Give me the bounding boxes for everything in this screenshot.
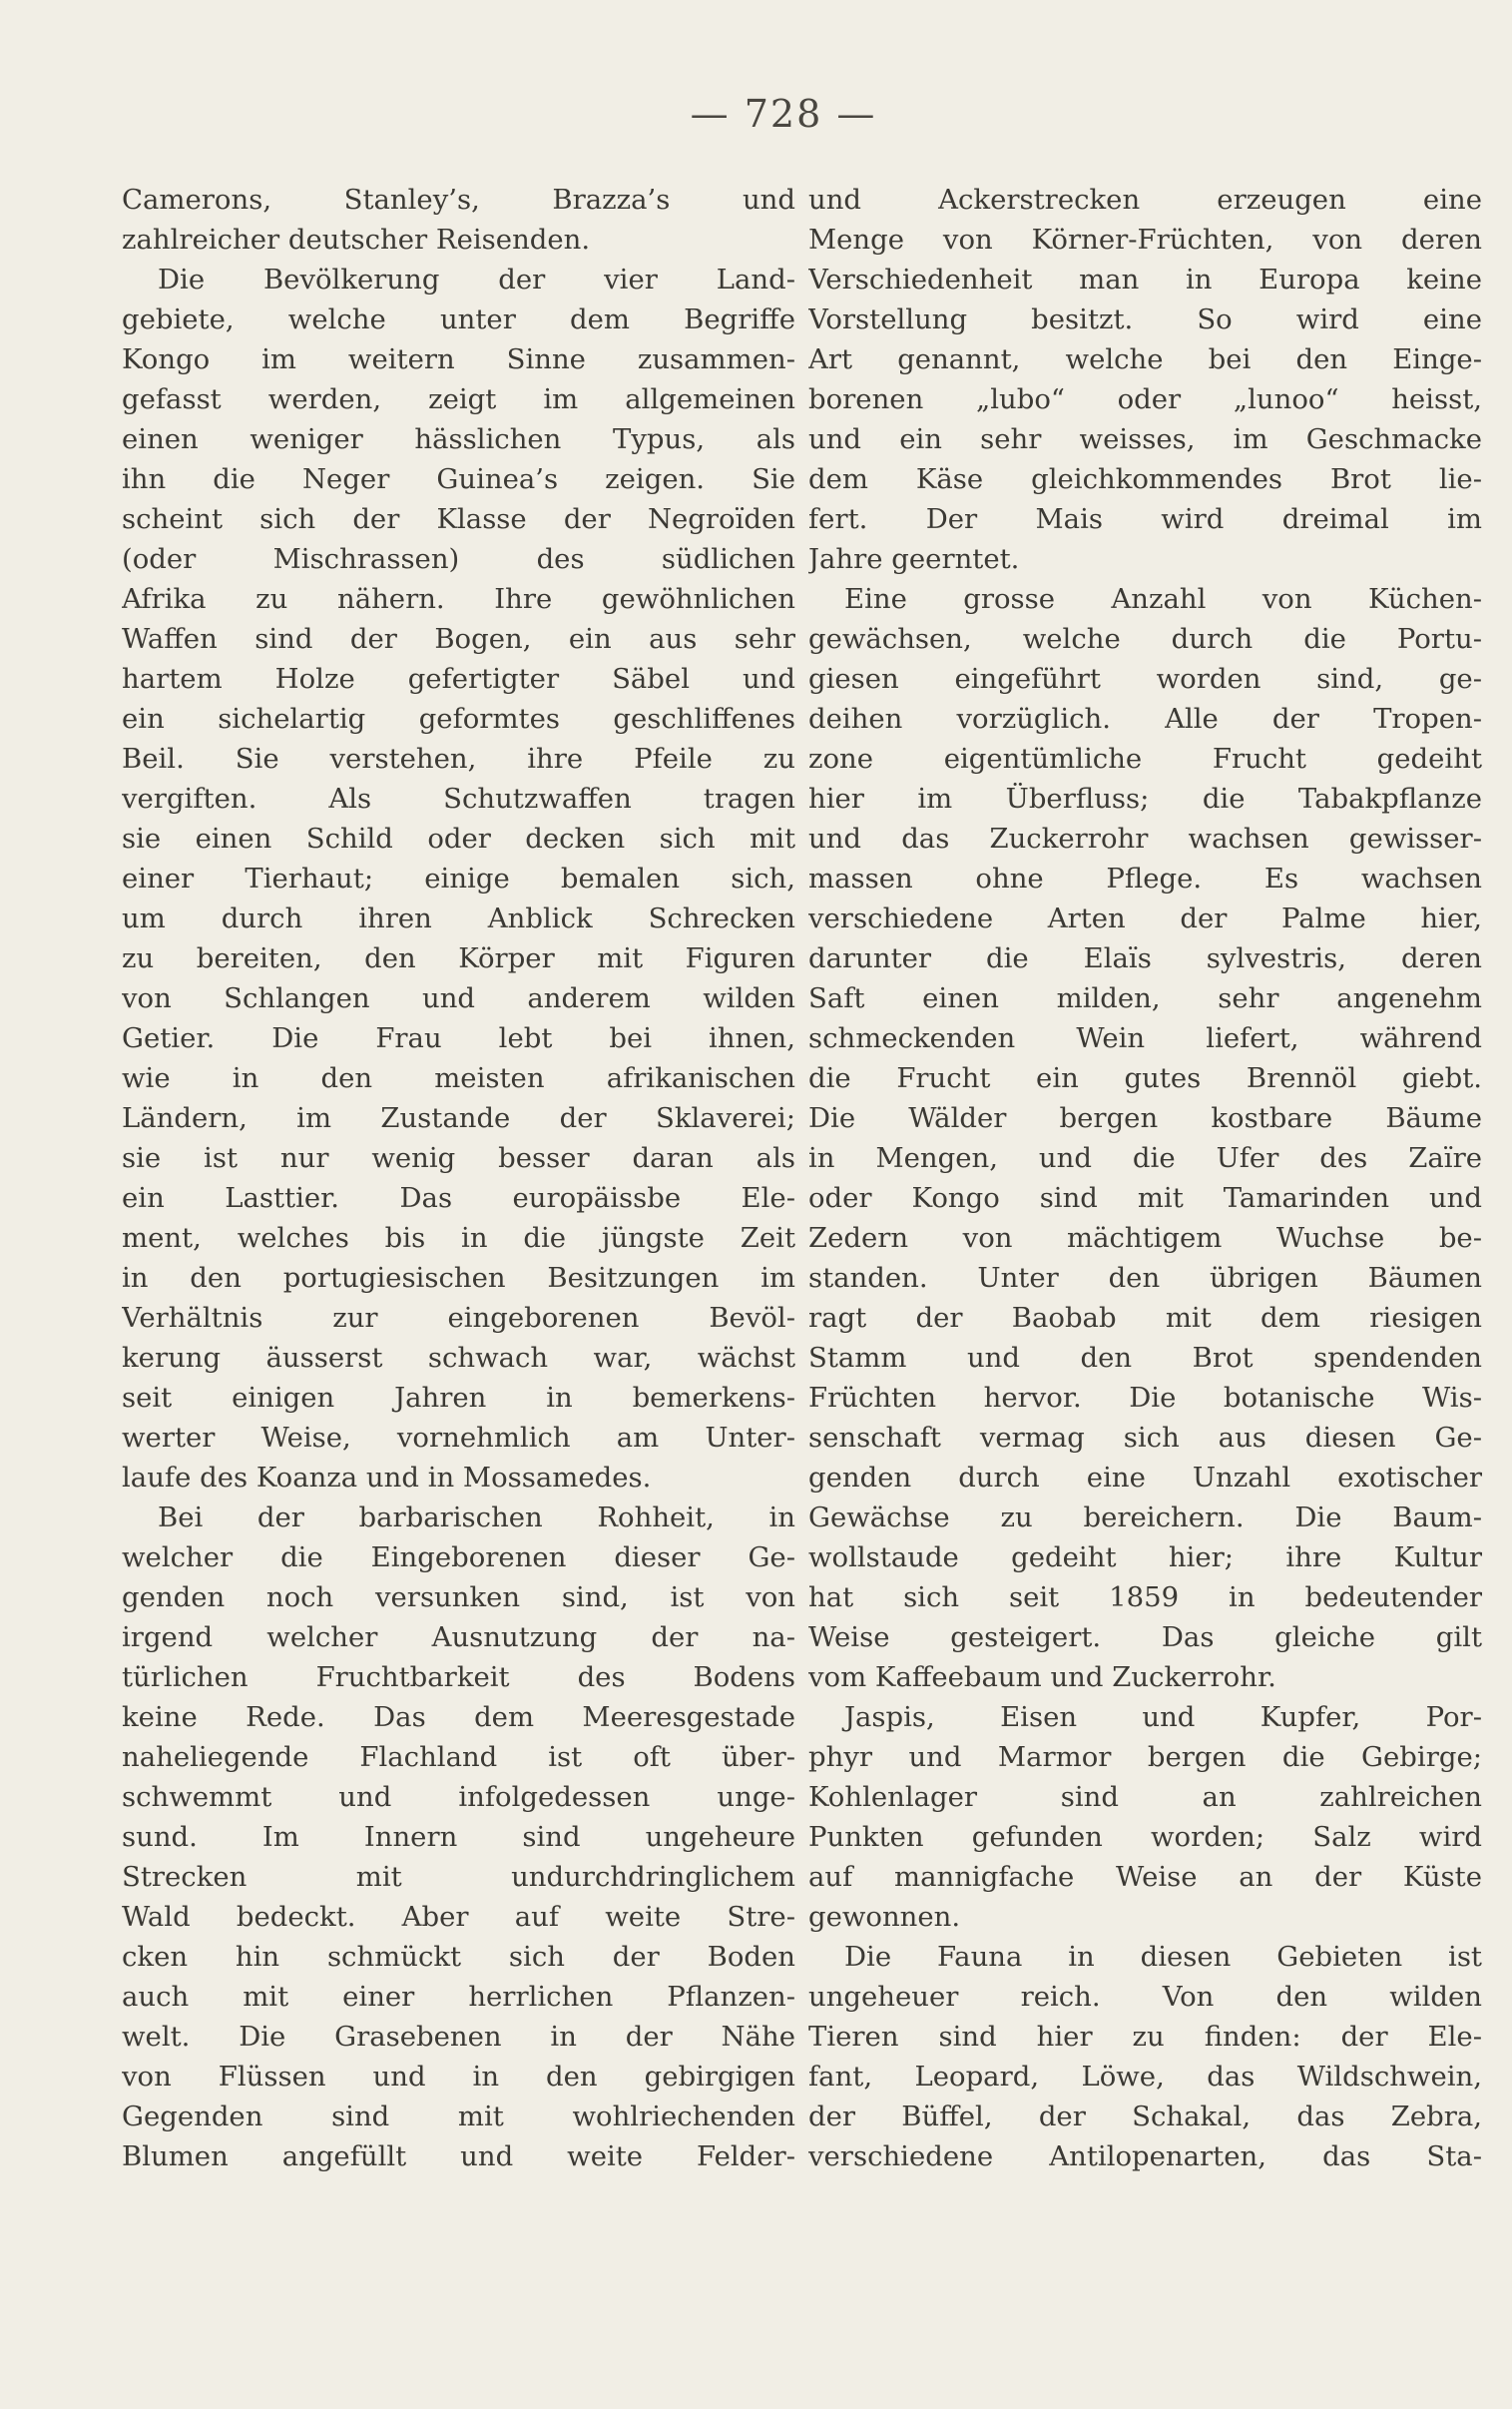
- text-line: scheint sich der Klasse der Negroïden: [122, 503, 795, 535]
- text-line: Gewächse zu bereichern. Die Baum-: [808, 1502, 1482, 1533]
- right-column: [808, 180, 1482, 2176]
- text-line: Eine grosse Anzahl von Küchen-: [844, 583, 1482, 615]
- text-line: fert. Der Mais wird dreimal im: [808, 503, 1482, 535]
- text-line: seit einigen Jahren in bemerkens-: [122, 1382, 795, 1414]
- text-line: Tieren sind hier zu finden: der Ele-: [808, 2021, 1482, 2053]
- text-line: einen weniger hässlichen Typus, als: [122, 423, 795, 455]
- text-line: ein Lasttier. Das europäissbe Ele-: [122, 1182, 795, 1214]
- text-line: werter Weise, vornehmlich am Unter-: [122, 1422, 795, 1454]
- text-line: Afrika zu nähern. Ihre gewöhnlichen: [122, 583, 795, 615]
- text-line: Getier. Die Frau lebt bei ihnen,: [122, 1022, 795, 1054]
- text-line: Kongo im weitern Sinne zusammen-: [122, 343, 795, 375]
- text-line: die Frucht ein gutes Brennöl giebt.: [808, 1062, 1482, 1094]
- text-line: standen. Unter den übrigen Bäumen: [808, 1262, 1482, 1294]
- text-line: um durch ihren Anblick Schrecken: [122, 903, 795, 934]
- text-line: sund. Im Innern sind ungeheure: [122, 1821, 795, 1853]
- text-line: kerung äusserst schwach war, wächst: [122, 1342, 795, 1374]
- text-line: Verhältnis zur eingeborenen Bevöl-: [122, 1302, 795, 1334]
- text-line: Wald bedeckt. Aber auf weite Stre-: [122, 1901, 795, 1933]
- text-line: hartem Holze gefertigter Säbel und: [122, 663, 795, 695]
- text-line: zone eigentümliche Frucht gedeiht: [808, 743, 1482, 775]
- text-line: Beil. Sie verstehen, ihre Pfeile zu: [122, 743, 795, 775]
- text-line: borenen „lubo“ oder „lunoo“ heisst,: [808, 383, 1482, 415]
- text-line: Gegenden sind mit wohlriechenden: [122, 2101, 795, 2132]
- text-line: dem Käse gleichkommendes Brot lie-: [808, 463, 1482, 495]
- text-line: Camerons, Stanley’s, Brazza’s und: [122, 184, 795, 216]
- text-line: ein sichelartig geformtes geschliffenes: [122, 703, 795, 735]
- text-line: zahlreicher deutscher Reisenden.: [122, 224, 591, 256]
- text-line: ihn die Neger Guinea’s zeigen. Sie: [122, 463, 795, 495]
- text-line: Die Bevölkerung der vier Land-: [158, 264, 795, 296]
- text-line: wie in den meisten afrikanischen: [122, 1062, 795, 1094]
- text-line: gewächsen, welche durch die Portu-: [808, 623, 1482, 655]
- text-line: gefasst werden, zeigt im allgemeinen: [122, 383, 795, 415]
- text-line: Saft einen milden, sehr angenehm: [808, 982, 1482, 1014]
- text-line: in den portugiesischen Besitzungen im: [122, 1262, 795, 1294]
- text-line: auch mit einer herrlichen Pflanzen-: [122, 1981, 795, 2013]
- text-line: vom Kaffeebaum und Zuckerrohr.: [808, 1661, 1276, 1693]
- text-line: Strecken mit undurchdringlichem: [122, 1861, 795, 1893]
- text-line: sie einen Schild oder decken sich mit: [122, 823, 795, 855]
- text-line: ment, welches bis in die jüngste Zeit: [122, 1222, 795, 1254]
- text-line: gebiete, welche unter dem Begriffe: [122, 303, 795, 335]
- text-line: wollstaude gedeiht hier; ihre Kultur: [808, 1541, 1482, 1573]
- text-line: ragt der Baobab mit dem riesigen: [808, 1302, 1482, 1334]
- text-line: welt. Die Grasebenen in der Nähe: [122, 2021, 795, 2053]
- text-line: von Flüssen und in den gebirgigen: [122, 2061, 795, 2093]
- text-line: deihen vorzüglich. Alle der Tropen-: [808, 703, 1482, 735]
- text-line: welcher die Eingeborenen dieser Ge-: [122, 1541, 795, 1573]
- text-line: laufe des Koanza und in Mossamedes.: [122, 1462, 652, 1494]
- text-line: und Ackerstrecken erzeugen eine: [808, 184, 1482, 216]
- text-line: von Schlangen und anderem wilden: [122, 982, 795, 1014]
- text-line: giesen eingeführt worden sind, ge-: [808, 663, 1482, 695]
- text-line: verschiedene Arten der Palme hier,: [808, 903, 1482, 934]
- text-line: Jahre geerntet.: [808, 543, 1020, 575]
- text-line: Stamm und den Brot spendenden: [808, 1342, 1482, 1374]
- text-line: ungeheuer reich. Von den wilden: [808, 1981, 1482, 2013]
- text-line: gewonnen.: [808, 1901, 961, 1933]
- text-line: verschiedene Antilopenarten, das Sta-: [808, 2140, 1482, 2172]
- text-line: und das Zuckerrohr wachsen gewisser-: [808, 823, 1482, 855]
- text-line: in Mengen, und die Ufer des Zaïre: [808, 1142, 1482, 1174]
- text-line: Weise gesteigert. Das gleiche gilt: [808, 1621, 1482, 1653]
- text-line: einer Tierhaut; einige bemalen sich,: [122, 863, 795, 895]
- text-line: phyr und Marmor bergen die Gebirge;: [808, 1741, 1482, 1773]
- text-line: massen ohne Pflege. Es wachsen: [808, 863, 1482, 895]
- text-line: senschaft vermag sich aus diesen Ge-: [808, 1422, 1482, 1454]
- text-line: der Büffel, der Schakal, das Zebra,: [808, 2101, 1482, 2132]
- left-column: [122, 180, 795, 2176]
- text-line: hier im Überfluss; die Tabakpflanze: [808, 783, 1482, 815]
- text-line: zu bereiten, den Körper mit Figuren: [122, 942, 795, 974]
- text-line: Jaspis, Eisen und Kupfer, Por-: [844, 1701, 1482, 1733]
- text-line: Bei der barbarischen Rohheit, in: [158, 1502, 795, 1533]
- text-line: Kohlenlager sind an zahlreichen: [808, 1781, 1482, 1813]
- text-line: genden noch versunken sind, ist von: [122, 1581, 795, 1613]
- text-line: cken hin schmückt sich der Boden: [122, 1941, 795, 1973]
- text-line: schwemmt und infolgedessen unge-: [122, 1781, 795, 1813]
- text-line: oder Kongo sind mit Tamarinden und: [808, 1182, 1482, 1214]
- text-line: Ländern, im Zustande der Sklaverei;: [122, 1102, 795, 1134]
- text-line: keine Rede. Das dem Meeresgestade: [122, 1701, 795, 1733]
- text-line: Punkten gefunden worden; Salz wird: [808, 1821, 1482, 1853]
- text-line: Zedern von mächtigem Wuchse be-: [808, 1222, 1482, 1254]
- text-line: Die Fauna in diesen Gebieten ist: [844, 1941, 1482, 1973]
- text-line: Früchten hervor. Die botanische Wis-: [808, 1382, 1482, 1414]
- text-line: sie ist nur wenig besser daran als: [122, 1142, 795, 1174]
- text-line: naheliegende Flachland ist oft über-: [122, 1741, 795, 1773]
- text-line: irgend welcher Ausnutzung der na-: [122, 1621, 795, 1653]
- text-line: (oder Mischrassen) des südlichen: [122, 543, 795, 575]
- page-number: — 728 —: [690, 92, 877, 136]
- text-line: vergiften. Als Schutzwaffen tragen: [122, 783, 795, 815]
- text-line: Menge von Körner-Früchten, von deren: [808, 224, 1482, 256]
- text-line: Verschiedenheit man in Europa keine: [808, 264, 1482, 296]
- text-line: schmeckenden Wein liefert, während: [808, 1022, 1482, 1054]
- text-line: fant, Leopard, Löwe, das Wildschwein,: [808, 2061, 1482, 2093]
- text-line: Waffen sind der Bogen, ein aus sehr: [122, 623, 795, 655]
- text-line: türlichen Fruchtbarkeit des Bodens: [122, 1661, 795, 1693]
- text-line: Blumen angefüllt und weite Felder-: [122, 2140, 795, 2172]
- text-line: hat sich seit 1859 in bedeutender: [808, 1581, 1482, 1613]
- text-line: Vorstellung besitzt. So wird eine: [808, 303, 1482, 335]
- text-line: auf mannigfache Weise an der Küste: [808, 1861, 1482, 1893]
- text-line: und ein sehr weisses, im Geschmacke: [808, 423, 1482, 455]
- text-line: Art genannt, welche bei den Einge-: [808, 343, 1482, 375]
- text-line: darunter die Elaïs sylvestris, deren: [808, 942, 1482, 974]
- text-line: Die Wälder bergen kostbare Bäume: [808, 1102, 1482, 1134]
- text-line: genden durch eine Unzahl exotischer: [808, 1462, 1482, 1494]
